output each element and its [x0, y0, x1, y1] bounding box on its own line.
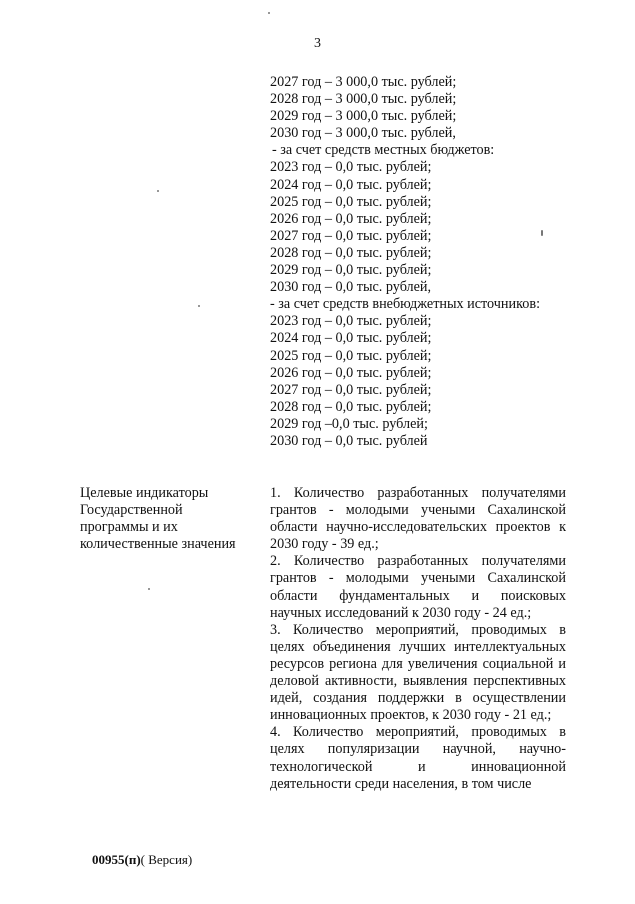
funding-line: 2025 год – 0,0 тыс. рублей;: [270, 347, 432, 364]
funding-section-heading: - за счет средств местных бюджетов:: [272, 142, 495, 159]
document-footer: [92, 852, 192, 868]
targets-label-line: Государственной: [80, 502, 183, 519]
scan-speck: [268, 12, 270, 14]
funding-section-heading: - за счет средств внебюджетных источников:: [270, 296, 541, 313]
funding-line: 2027 год – 0,0 тыс. рублей;: [270, 381, 432, 398]
target-item: 1. Количество разработанных получателями грантов - молодыми учеными Сахалинской области научно-исследовательских проектов к 2030 году - 39 ед.;: [270, 485, 566, 553]
funding-line: 2028 год – 0,0 тыс. рублей;: [270, 398, 432, 415]
targets-label-line: Целевые индикаторы: [80, 485, 209, 501]
funding-line: 2030 год – 3 000,0 тыс. рублей,: [270, 125, 456, 142]
funding-line: 2027 год – 0,0 тыс. рублей;: [270, 227, 432, 244]
funding-line: 2028 год – 3 000,0 тыс. рублей;: [270, 91, 457, 108]
target-item: 3. Количество мероприятий, проводимых в целях объединения лучших интеллектуальных ресурсов региона для увеличения социальной и деловой активности, выявления перспективных идей, создания поддержки в осуществлении инновационных проектов, к 2030 году - 21 ед.;: [270, 621, 566, 724]
funding-line: 2026 год – 0,0 тыс. рублей;: [270, 364, 432, 381]
targets-label: [80, 485, 255, 553]
document-code: 00955(п): [92, 852, 141, 867]
funding-line: 2027 год – 3 000,0 тыс. рублей;: [270, 74, 457, 90]
scan-speck: [157, 190, 159, 192]
scan-speck: [541, 230, 543, 236]
target-item: 4. Количество мероприятий, проводимых в целях популяризации научной, научно-технологической и инновационной деятельности среди населения, в том числе: [270, 724, 566, 792]
funding-line: 2023 год – 0,0 тыс. рублей;: [270, 159, 432, 176]
targets-label-line: программы и их: [80, 519, 178, 536]
target-item: 2. Количество разработанных получателями грантов - молодыми учеными Сахалинской области фундаментальных и поисковых научных исследований к 2030 году - 24 ед.;: [270, 553, 566, 621]
scan-speck: [198, 305, 200, 307]
targets-label-line: количественные значения: [80, 536, 236, 553]
scan-speck: [148, 588, 150, 590]
funding-line: 2025 год – 0,0 тыс. рублей;: [270, 193, 432, 210]
funding-line: 2029 год – 0,0 тыс. рублей;: [270, 262, 432, 279]
funding-line: 2026 год – 0,0 тыс. рублей;: [270, 210, 432, 227]
funding-line: 2029 год – 3 000,0 тыс. рублей;: [270, 108, 457, 125]
funding-line: 2024 год – 0,0 тыс. рублей;: [270, 176, 432, 193]
targets-list: [270, 485, 566, 793]
funding-line: 2030 год – 0,0 тыс. рублей,: [270, 279, 432, 296]
funding-line: 2029 год –0,0 тыс. рублей;: [270, 415, 428, 432]
document-version: ( Версия): [140, 852, 193, 867]
funding-line: 2024 год – 0,0 тыс. рублей;: [270, 330, 432, 347]
funding-schedule: [270, 74, 580, 450]
funding-line: 2023 год – 0,0 тыс. рублей;: [270, 313, 432, 330]
page-number: 3: [314, 36, 321, 51]
funding-line: 2028 год – 0,0 тыс. рублей;: [270, 244, 432, 261]
funding-line: 2030 год – 0,0 тыс. рублей: [270, 432, 428, 449]
